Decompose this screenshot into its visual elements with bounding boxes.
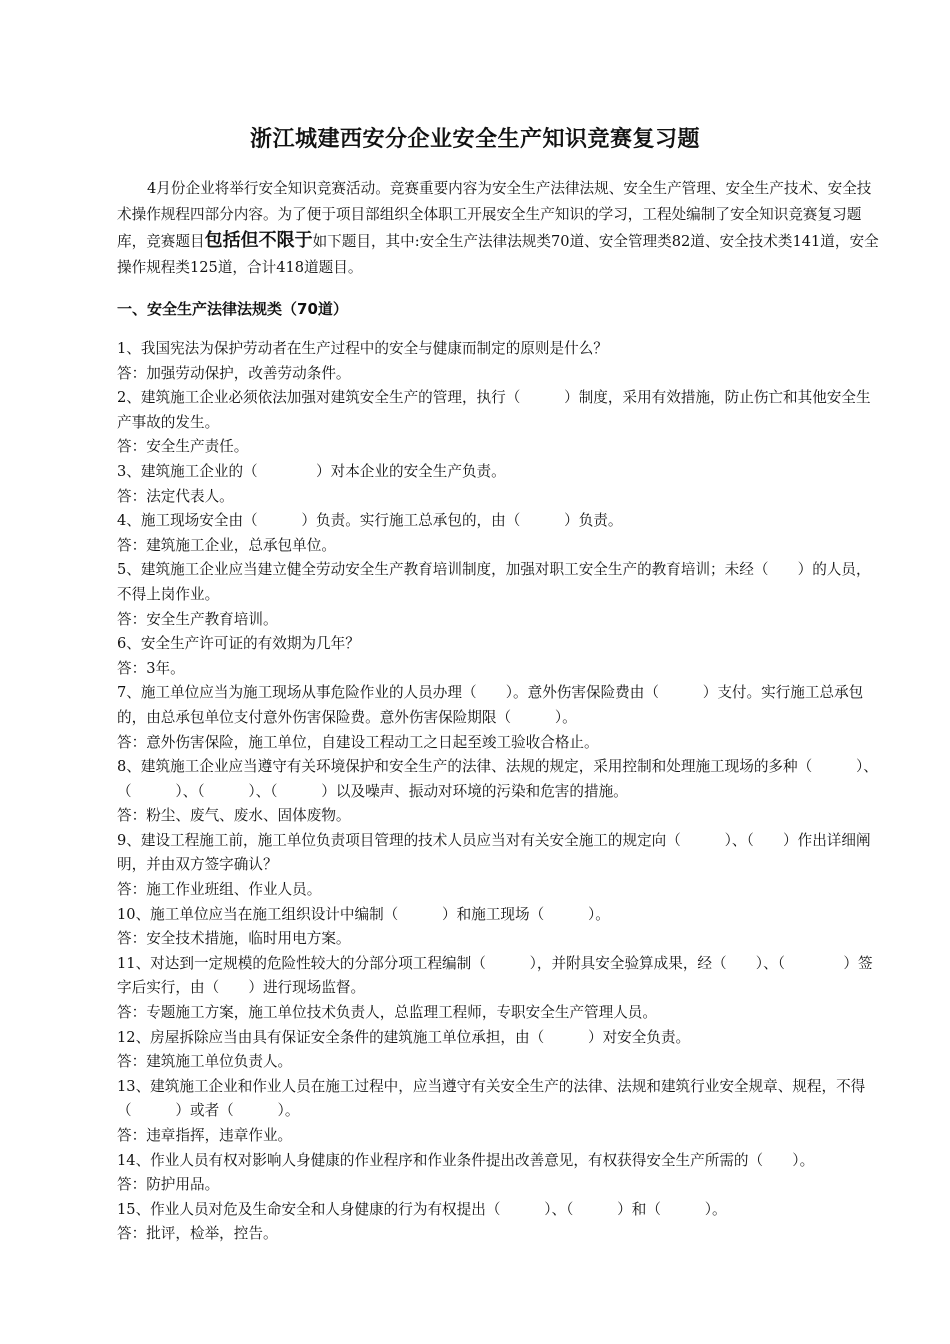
question-12: 12、房屋拆除应当由具有保证安全条件的建筑施工单位承担，由（ ）对安全负责。 <box>117 1028 691 1046</box>
question-4: 4、施工现场安全由（ ）负责。实行施工总承包的，由（ ）负责。 <box>117 512 623 530</box>
answer-14: 答：防护用品。 <box>117 1176 220 1194</box>
document-title: 浙江城建西安分企业安全生产知识竞赛复习题 <box>249 127 700 152</box>
answer-2: 答：安全生产责任。 <box>117 438 249 456</box>
intro-text-start: 4月份企业将举行安全知识竞赛活动。竞赛重要内容为安全生产法律法规、安全生产管理、安全生产技术、安全技术操作规程四部分内容。为了便于项目部组织全体职工开展安全生产知识的学习，工程处编制了安全知识竞赛复习题库，竞赛题目 <box>117 180 872 250</box>
question-7: 7、施工单位应当为施工现场从事危险作业的人员办理（ ）。意外伤害保险费由（ ）支付。实行施工总承包的，由总承包单位支付意外伤害保险费。意外伤害保险期限（ ）。 <box>117 684 864 726</box>
intro-text-end: 如下题目，其中:安全生产法律法规类70道、安全管理类82道、安全技术类141道，安全操作规程类125道，合计418道题目。 <box>117 233 879 276</box>
question-5: 5、建筑施工企业应当建立健全劳动安全生产教育培训制度，加强对职工安全生产的教育培训；未经（ ）的人员，不得上岗作业。 <box>117 561 871 603</box>
answer-8: 答：粉尘、废气、废水、固体废物。 <box>117 807 351 825</box>
question-list <box>117 337 883 1247</box>
question-1: 1、我国宪法为保护劳动者在生产过程中的安全与健康而制定的原则是什么？ <box>117 340 608 357</box>
answer-15: 答：批评，检举，控告。 <box>117 1225 278 1243</box>
answer-6: 答：3年。 <box>117 659 185 677</box>
question-3: 3、建筑施工企业的（ ）对本企业的安全生产负责。 <box>117 462 506 480</box>
question-10: 10、施工单位应当在施工组织设计中编制（ ）和施工现场（ ）。 <box>117 905 610 923</box>
answer-9: 答：施工作业班组、作业人员。 <box>117 881 322 899</box>
question-6: 6、安全生产许可证的有效期为几年？ <box>117 635 360 653</box>
answer-13: 答：违章指挥，违章作业。 <box>117 1127 293 1144</box>
question-15: 15、作业人员对危及生命安全和人身健康的行为有权提出（ ）、（ ）和（ ）。 <box>117 1200 727 1218</box>
answer-3: 答：法定代表人。 <box>117 487 234 505</box>
answer-7: 答：意外伤害保险，施工单位，自建设工程动工之日起至竣工验收合格止。 <box>117 733 599 751</box>
question-14: 14、作业人员有权对影响人身健康的作业程序和作业条件提出改善意见，有权获得安全生产所需的（ ）。 <box>117 1151 815 1169</box>
answer-12: 答：建筑施工单位负责人。 <box>117 1053 293 1071</box>
question-8: 8、建筑施工企业应当遵守有关环境保护和安全生产的法律、法规的规定，采用控制和处理施工现场的多种（ ）、（ ）、（ ）、（ ）以及噪声、振动对环境的污染和危害的措施。 <box>117 758 878 800</box>
question-11: 11、对达到一定规模的危险性较大的分部分项工程编制（ ），并附具安全验算成果，经（ ）、（ ）签字后实行，由（ ）进行现场监督。 <box>117 954 873 997</box>
question-2: 2、建筑施工企业必须依法加强对建筑安全生产的管理，执行（ ）制度，采用有效措施，防止伤亡和其他安全生产事故的发生。 <box>117 389 871 431</box>
answer-1: 答：加强劳动保护，改善劳动条件。 <box>117 364 351 382</box>
question-9: 9、建设工程施工前，施工单位负责项目管理的技术人员应当对有关安全施工的规定向（ ）、（ ）作出详细阐明，并由双方签字确认？ <box>117 831 871 874</box>
section-title: 一、安全生产法律法规类（70道） <box>117 300 348 318</box>
question-13: 13、建筑施工企业和作业人员在施工过程中，应当遵守有关安全生产的法律、法规和建筑行业安全规章、规程，不得（ ）或者（ ）。 <box>117 1077 866 1120</box>
intro-bold-emphasis: 包括但不限于 <box>204 230 313 251</box>
answer-5: 答：安全生产教育培训。 <box>117 610 278 628</box>
answer-10: 答：安全技术措施，临时用电方案。 <box>117 930 351 948</box>
answer-4: 答：建筑施工企业，总承包单位。 <box>117 536 336 554</box>
intro-paragraph <box>117 176 879 281</box>
answer-11: 答：专题施工方案，施工单位技术负责人，总监理工程师，专职安全生产管理人员。 <box>117 1004 657 1022</box>
